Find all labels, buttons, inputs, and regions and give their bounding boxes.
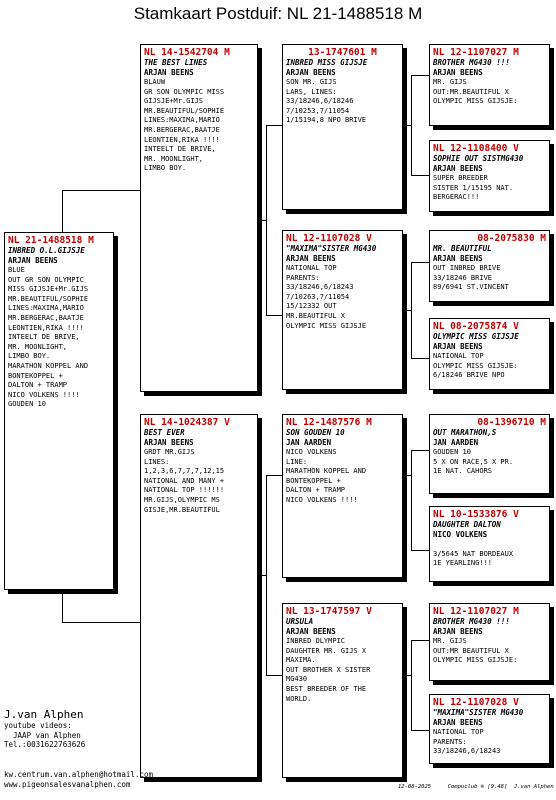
owner-name: ARJAN BEENS <box>433 718 483 727</box>
print-stamp: 12-08-2025 Compuclub ® [9.48] J.van Alphen <box>398 784 554 790</box>
ring-number: NL 12-1107028 V <box>433 697 519 708</box>
page-title: Stamkaart Postduif: NL 21-1488518 M <box>133 4 423 23</box>
pigeon-card-father[interactable] <box>140 44 258 392</box>
pigeon-card-ggp6[interactable] <box>429 506 550 582</box>
website-link[interactable]: www.pigeonsalesvanalphen.com <box>4 780 131 789</box>
pigeon-card-gf2[interactable] <box>282 414 403 578</box>
owner-name: ARJAN BEENS <box>433 254 483 263</box>
pigeon-description: NATIONAL TOP PARENTS: 33/18246,6/18243 7/10263,7/11054 15/12332 OUT MR.BEAUTIFUL X OLYMPIC MISS GIJSJE <box>286 264 367 330</box>
pigeon-description: NATIONAL TOP OLYMPIC MISS GIJSJE: 6/18246 BRIVE NPO <box>433 352 518 380</box>
connector <box>266 125 282 126</box>
connector <box>258 220 266 221</box>
connector <box>266 125 267 315</box>
pigeon-card-gm2[interactable] <box>282 603 403 778</box>
ring-number: NL 12-1487576 M <box>286 417 372 428</box>
pigeon-name: OLYMPIC MISS GIJSJE <box>433 332 519 341</box>
pigeon-description: OUT INBRED BRIVE 33/18246 BRIVE 89/6941 ST.VINCENT <box>433 264 509 292</box>
ring-number: 13-1747601 M <box>308 47 377 58</box>
pigeon-description: NICO VOLKENS LINE: MARATHON KOPPEL AND BONTEKOPPEL + DALTON + TRAMP NICO VOLKENS !!!! <box>286 448 367 504</box>
pigeon-name: BROTHER MG430 !!! <box>433 58 510 67</box>
phone-number: Tel.:0031622763626 <box>4 740 86 749</box>
connector <box>411 262 412 358</box>
connector <box>411 550 429 551</box>
connector <box>411 730 429 731</box>
pigeon-description: SUPER BREEDER SISTER 1/15195 NAT. BERGERAC!!! <box>433 174 514 202</box>
owner-name: ARJAN BEENS <box>433 164 483 173</box>
pigeon-description: GOUDEN 10 5 X ON RACE,5 X PR. 1E NAT. CAHORS <box>433 448 514 476</box>
connector <box>411 450 429 451</box>
pigeon-card-ggp7[interactable] <box>429 603 550 681</box>
pigeon-name: BEST EVER <box>144 428 185 437</box>
owner-name: ARJAN BEENS <box>144 68 194 77</box>
connector <box>411 640 412 730</box>
pigeon-description: 3/5645 NAT BORDEAUX 1E YEARLING!!! <box>433 549 514 568</box>
ring-number: NL 12-1107027 M <box>433 47 519 58</box>
connector <box>62 190 63 232</box>
connector <box>403 310 411 311</box>
owner-name: ARJAN BEENS <box>144 438 194 447</box>
connector <box>411 175 429 176</box>
connector <box>411 75 429 76</box>
pigeon-name: INBRED MISS GIJSJE <box>286 58 368 67</box>
pigeon-name: DAUGHTER DALTON <box>433 520 501 529</box>
pigeon-description: NATIONAL TOP PARENTS: 33/18246,6/18243 <box>433 728 501 756</box>
connector <box>62 622 140 623</box>
owner-name: ARJAN BEENS <box>433 627 483 636</box>
connector <box>266 675 282 676</box>
pigeon-card-ggp2[interactable] <box>429 140 550 212</box>
connector <box>411 450 412 550</box>
connector <box>266 475 267 675</box>
breeder-name: J.van Alphen <box>4 708 84 721</box>
connector <box>258 575 266 576</box>
owner-name: JAN AARDEN <box>433 438 479 447</box>
connector <box>62 590 63 622</box>
pigeon-name: "MAXIMA"SISTER MG430 <box>286 244 377 253</box>
pigeon-card-ggp3[interactable] <box>429 230 550 302</box>
ring-number: 08-1396710 M <box>477 417 546 428</box>
ring-number: NL 08-2075874 V <box>433 321 519 332</box>
pigeon-card-mother[interactable] <box>140 414 258 778</box>
pigeon-description: BLAUW GR SON OLYMPIC MISS GIJSJE+Mr.GIJS MR.BEAUTIFUL/SOPHIE LINES:MAXIMA,MARIO MR.BERGERAC,BAATJE LEONTIEN,RIKA !!!! INTEELT DE BRIVE, MR. MOONLIGHT, LIMBO BOY. <box>144 78 225 173</box>
connector <box>403 475 411 476</box>
connector <box>411 640 429 641</box>
connector <box>403 125 411 126</box>
connector <box>403 675 411 676</box>
owner-name: ARJAN BEENS <box>433 68 483 77</box>
ring-number: NL 10-1533876 V <box>433 509 519 520</box>
breeder-info <box>4 708 138 750</box>
owner-name: ARJAN BEENS <box>8 256 58 265</box>
pigeon-description: BLUE OUT GR SON OLYMPIC MISS GIJSJE+Mr.GIJS MR.BEAUTIFUL/SOPHIE LINES:MAXIMA,MARIO MR.BERGERAC,BAATJE LEONTIEN,RIKA !!!! INTEELT DE BRIVE, MR. MOONLIGHT, LIMBO BOY. MARATHON KOPPEL AND BONTEKOPPEL + DALTON + TRAMP NICO VOLKENS !!!! GOUDEN 10 <box>8 266 89 409</box>
ring-number: NL 21-1488518 M <box>8 235 94 246</box>
pigeon-card-ggp8[interactable] <box>429 694 550 764</box>
ring-number: NL 12-1107027 M <box>433 606 519 617</box>
ring-number: 08-2075830 M <box>477 233 546 244</box>
pigeon-card-ggp5[interactable] <box>429 414 550 494</box>
email-address[interactable]: kw.centrum.van.alphen@hotmail.com <box>4 770 154 779</box>
owner-name: ARJAN BEENS <box>286 254 336 263</box>
connector <box>411 75 412 175</box>
youtube-channel: JAAP van Alphen <box>4 730 81 740</box>
connector <box>266 315 282 316</box>
ring-number: NL 14-1024387 V <box>144 417 230 428</box>
pigeon-name: BROTHER MG430 !!! <box>433 617 510 626</box>
pigeon-name: OUT MARATHON,S <box>433 428 497 437</box>
pigeon-description: MR. GIJS OUT:MR.BEAUTIFUL X OLYMPIC MISS GIJSJE: <box>433 78 518 106</box>
pigeon-name: "MAXIMA"SISTER MG430 <box>433 708 524 717</box>
connector <box>62 190 140 191</box>
pigeon-description: GRDT MR.GIJS LINES: 1,2,3,6,7,7,7,12,15 NATIONAL AND MANY + NATIONAL TOP !!!!!! MR.GIJS,OLYMPIC MS GISJE,MR.BEAUTIFUL <box>144 448 225 514</box>
ring-number: NL 13-1747597 V <box>286 606 372 617</box>
pigeon-name: INBRED O.L.GIJSJE <box>8 246 85 255</box>
pigeon-name: URSULA <box>286 617 314 626</box>
pigeon-card-ggp1[interactable] <box>429 44 550 126</box>
owner-name: JAN AARDEN <box>286 438 332 447</box>
pigeon-card-main[interactable] <box>4 232 114 590</box>
pigeon-name: SOPHIE OUT SISTMG430 <box>433 154 524 163</box>
ring-number: NL 12-1108400 V <box>433 143 519 154</box>
ring-number: NL 12-1107028 V <box>286 233 372 244</box>
ring-number: NL 14-1542704 M <box>144 47 230 58</box>
connector <box>266 475 282 476</box>
pigeon-description: MR. GIJS OUT:MR BEAUTIFUL X OLYMPIC MISS GIJSJE: <box>433 637 518 665</box>
pigeon-description: SON MR. GIJS LARS, LINES: 33/18246,6/18246 7/10253,7/11054 1/15194,8 NPO BRIVE <box>286 78 367 125</box>
pigeon-card-ggp4[interactable] <box>429 318 550 390</box>
youtube-label: youtube videos: <box>4 721 72 730</box>
owner-name: ARJAN BEENS <box>286 627 336 636</box>
pigeon-name: THE BEST LINES <box>144 58 208 67</box>
pigeon-card-gf1[interactable] <box>282 44 403 210</box>
connector <box>411 262 429 263</box>
pigeon-name: MR. BEAUTIFUL <box>433 244 492 253</box>
connector <box>411 358 429 359</box>
owner-name: NICO VOLKENS <box>433 530 488 539</box>
pigeon-card-gm1[interactable] <box>282 230 403 390</box>
owner-name: ARJAN BEENS <box>433 342 483 351</box>
owner-name: ARJAN BEENS <box>286 68 336 77</box>
pigeon-description: INBRED OLYMPIC DAUGHTER MR. GIJS X MAXIMA. OUT BROTHER X SISTER MG430 BEST BREEDER OF THE WORLD. <box>286 637 371 703</box>
pigeon-name: SON GOUDEN 10 <box>286 428 345 437</box>
